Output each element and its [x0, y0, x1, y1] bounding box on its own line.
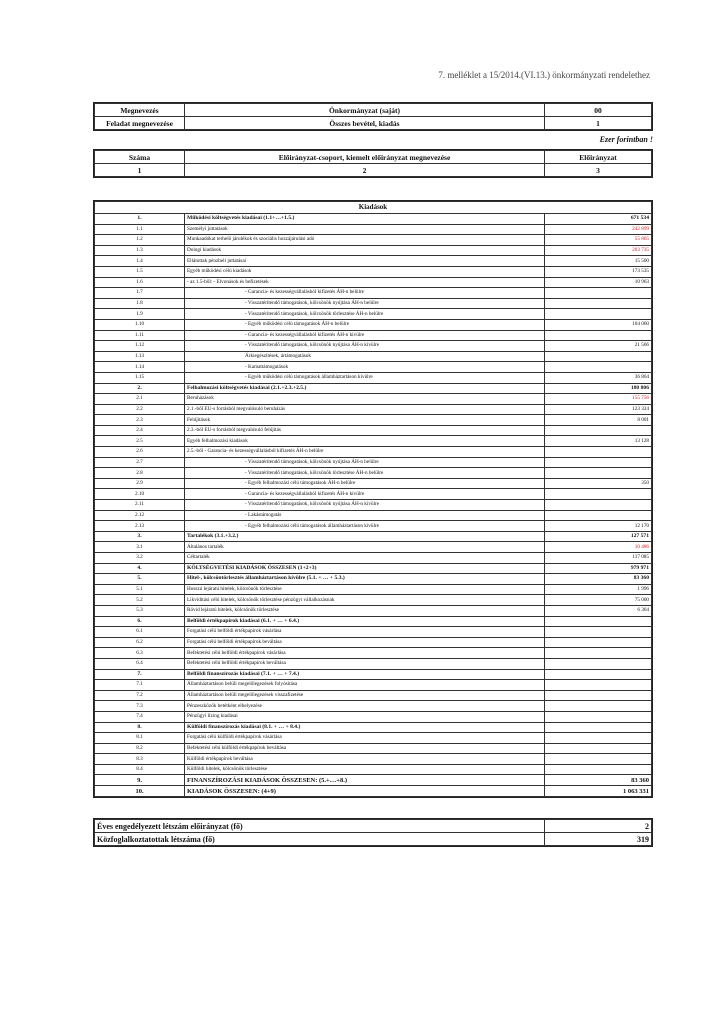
row-amount — [545, 616, 652, 627]
row-name: - az 1.5-ből: - Elvonások és befizetések — [185, 277, 545, 288]
table-row — [95, 447, 652, 458]
row-number: 6.3 — [95, 648, 185, 659]
row-name: Felhalmozási költségvetés kiadásai (2.1.+2.3.+2.5.) — [185, 383, 545, 394]
row-amount — [545, 330, 652, 341]
public-workers-row — [95, 833, 652, 846]
row-number: 1.6 — [95, 277, 185, 288]
row-amount — [545, 288, 652, 299]
row-name: Likviditási célú hitelek, kölcsönök törlesztése pénzügyi vállalkozásnak — [185, 595, 545, 606]
unit-label: Ezer forintban ! — [599, 135, 653, 144]
row-amount: 12 170 — [545, 521, 652, 532]
row-amount: 117 085 — [545, 553, 652, 564]
table-row — [95, 553, 652, 564]
row-amount: 350 — [545, 478, 652, 489]
table-row — [95, 648, 652, 659]
info-code: 1 — [545, 117, 652, 130]
table-row — [95, 372, 652, 383]
row-number: 7.3 — [95, 701, 185, 712]
table-row — [95, 658, 652, 669]
table-row — [95, 362, 652, 373]
row-amount — [545, 680, 652, 691]
row-amount — [545, 754, 652, 765]
headcount-table — [93, 818, 653, 847]
row-name: Dologi kiadások — [185, 245, 545, 256]
row-number: 2.5 — [95, 436, 185, 447]
row-amount — [545, 658, 652, 669]
row-number: 1.2 — [95, 235, 185, 246]
row-number: 1.14 — [95, 362, 185, 373]
info-row-megnevezes — [95, 104, 652, 117]
table-row — [95, 415, 652, 426]
row-number: 1.8 — [95, 298, 185, 309]
row-name: Belföldi értékpapírok kiadásai (6.1. + … + 6.4.) — [185, 616, 545, 627]
row-amount — [545, 627, 652, 638]
row-amount: 104 060 — [545, 319, 652, 330]
col-index-1: 1 — [95, 164, 185, 177]
row-number: 1.9 — [95, 309, 185, 320]
row-name: - Garancia- és kezességvállalásból kifizetés ÁH-n belülre — [185, 288, 545, 299]
table-row — [95, 245, 652, 256]
table-row — [95, 711, 652, 722]
row-number: 8.3 — [95, 754, 185, 765]
row-name: Belföldi finanszírozás kiadásai (7.1. + … + 7.4.) — [185, 669, 545, 680]
row-amount: 13 128 — [545, 436, 652, 447]
row-amount: 155 756 — [545, 394, 652, 405]
table-row — [95, 680, 652, 691]
row-name: Beruházások — [185, 394, 545, 405]
table-row — [95, 309, 652, 320]
row-name: Ellátottak pénzbeli juttatásai — [185, 256, 545, 267]
row-amount — [545, 362, 652, 373]
table-row — [95, 319, 652, 330]
table-row — [95, 764, 652, 775]
row-name: - Visszatérítendő támogatások, kölcsönök törlesztése ÁH-n belülre — [185, 468, 545, 479]
table-row — [95, 436, 652, 447]
table-row — [95, 478, 652, 489]
table-row — [95, 298, 652, 309]
row-number: 2.12 — [95, 510, 185, 521]
row-amount: 979 971 — [545, 563, 652, 574]
row-number: 2.11 — [95, 500, 185, 511]
row-amount — [545, 743, 652, 754]
row-name: - Visszatérítendő támogatások, kölcsönök nyújtása ÁH-n belülre — [185, 298, 545, 309]
row-amount — [545, 351, 652, 362]
row-number: 3. — [95, 531, 185, 542]
table-row — [95, 277, 652, 288]
headcount-value: 2 — [545, 820, 652, 833]
table-row — [95, 775, 652, 786]
info-value: Összes bevétel, kiadás — [185, 117, 545, 130]
table-row — [95, 743, 652, 754]
row-number: 1.3 — [95, 245, 185, 256]
info-label: Megnevezés — [95, 104, 185, 117]
table-row — [95, 605, 652, 616]
row-name: - Visszatérítendő támogatások, kölcsönök törlesztése ÁH-n belülre — [185, 309, 545, 320]
table-row — [95, 330, 652, 341]
row-name: Hitel-, kölcsöntörlesztés államháztartáson kívülre (5.1. + … + 5.3.) — [185, 574, 545, 585]
row-name: Forgatási célú külföldi értékpapírok vásárlása — [185, 733, 545, 744]
col-header-name: Előirányzat-csoport, kiemelt előirányzat megnevezése — [185, 151, 545, 164]
row-name: Működési költségvetés kiadásai (1.1+…+1.5.) — [185, 214, 545, 225]
row-name: Befektetési célú külföldi értékpapírok beváltása — [185, 743, 545, 754]
table-row — [95, 786, 652, 797]
column-header-table — [93, 149, 653, 178]
row-number: 2.10 — [95, 489, 185, 500]
row-name: - Visszatérítendő támogatások, kölcsönök nyújtása ÁH-n kívülre — [185, 500, 545, 511]
row-number: 8.4 — [95, 764, 185, 775]
row-name: - Visszatérítendő támogatások, kölcsönök nyújtása ÁH-n kívülre — [185, 341, 545, 352]
row-name: Forgatási célú belföldi értékpapírok beváltása — [185, 637, 545, 648]
row-amount — [545, 701, 652, 712]
row-number: 6.4 — [95, 658, 185, 669]
row-number: 1. — [95, 214, 185, 225]
table-row — [95, 256, 652, 267]
info-code: 00 — [545, 104, 652, 117]
row-number: 2.2 — [95, 404, 185, 415]
row-amount: 127 571 — [545, 531, 652, 542]
col-index-3: 3 — [545, 164, 652, 177]
table-row — [95, 468, 652, 479]
row-amount — [545, 309, 652, 320]
row-name: Befektetési célú belföldi értékpapírok vásárlása — [185, 648, 545, 659]
row-name: Államháztartáson belüli megelőlegezések folyósítása — [185, 680, 545, 691]
row-number: 7.1 — [95, 680, 185, 691]
row-name: 2.1.-ből EU-s forrásból megvalósuló beruházás — [185, 404, 545, 415]
row-name: Általános tartalék — [185, 542, 545, 553]
row-name: 2.3.-ból EU-s forrásból megvalósuló felújítás — [185, 425, 545, 436]
table-row — [95, 510, 652, 521]
row-number: 5.2 — [95, 595, 185, 606]
row-name: 2.5.-ből - Garancia- és kezességvállalásból kifizetés ÁH-n belülre — [185, 447, 545, 458]
row-amount: 8 001 — [545, 415, 652, 426]
row-number: 6.2 — [95, 637, 185, 648]
row-amount: 21 566 — [545, 341, 652, 352]
row-number: 8.1 — [95, 733, 185, 744]
row-number: 2.3 — [95, 415, 185, 426]
table-row — [95, 627, 652, 638]
row-amount — [545, 425, 652, 436]
row-number: 2.9 — [95, 478, 185, 489]
row-amount: 671 534 — [545, 214, 652, 225]
table-row — [95, 500, 652, 511]
row-name: Céltartalék — [185, 553, 545, 564]
row-amount — [545, 447, 652, 458]
row-amount — [545, 468, 652, 479]
row-name: Államháztartáson belüli megelőlegezések visszafizetése — [185, 690, 545, 701]
row-name: KÖLTSÉGVETÉSI KIADÁSOK ÖSSZESEN (1+2+3) — [185, 563, 545, 574]
row-number: 10. — [95, 786, 185, 797]
row-name: - Egyéb felhalmozási célú támogatások ÁH-n belülre — [185, 478, 545, 489]
row-amount: 15 500 — [545, 256, 652, 267]
table-row — [95, 288, 652, 299]
table-row — [95, 563, 652, 574]
row-number: 6. — [95, 616, 185, 627]
col-index-2: 2 — [185, 164, 545, 177]
row-name: Külföldi hitelek, kölcsönök törlesztése — [185, 764, 545, 775]
table-row — [95, 733, 652, 744]
row-number: 5.3 — [95, 605, 185, 616]
row-amount — [545, 489, 652, 500]
row-number: 7.4 — [95, 711, 185, 722]
row-number: 7. — [95, 669, 185, 680]
row-name: KIADÁSOK ÖSSZESEN: (4+9) — [185, 786, 545, 797]
table-row — [95, 351, 652, 362]
row-amount — [545, 510, 652, 521]
row-name: Külföldi finanszírozás kiadásai (8.1. + … + 8.4.) — [185, 722, 545, 733]
row-name: Pénzügyi lízing kiadásai — [185, 711, 545, 722]
row-amount — [545, 690, 652, 701]
row-amount — [545, 669, 652, 680]
col-header-amount: Előirányzat — [545, 151, 652, 164]
row-name: - Lakástámogatás — [185, 510, 545, 521]
row-name: Hosszú lejáratú hitelek, kölcsönök törlesztése — [185, 584, 545, 595]
table-row — [95, 425, 652, 436]
info-value: Önkormányzat (saját) — [185, 104, 545, 117]
row-amount: 123 324 — [545, 404, 652, 415]
table-row — [95, 701, 652, 712]
table-row — [95, 542, 652, 553]
row-number: 2.8 — [95, 468, 185, 479]
table-row — [95, 404, 652, 415]
table-row — [95, 394, 652, 405]
row-amount: 75 000 — [545, 595, 652, 606]
row-name: Személyi juttatások — [185, 224, 545, 235]
row-name: - Visszatérítendő támogatások, kölcsönök nyújtása ÁH-n belülre — [185, 457, 545, 468]
row-amount: 1 063 331 — [545, 786, 652, 797]
row-number: 1.7 — [95, 288, 185, 299]
row-number: 1.4 — [95, 256, 185, 267]
row-name: Árkiegészítések, ártámogatások — [185, 351, 545, 362]
row-number: 1.15 — [95, 372, 185, 383]
row-number: 8. — [95, 722, 185, 733]
row-amount: 6 364 — [545, 605, 652, 616]
row-name: Egyéb felhalmozási kiadások — [185, 436, 545, 447]
row-number: 2.7 — [95, 457, 185, 468]
row-number: 8.2 — [95, 743, 185, 754]
row-number: 1.10 — [95, 319, 185, 330]
table-row — [95, 214, 652, 225]
row-amount — [545, 733, 652, 744]
table-row — [95, 722, 652, 733]
row-amount: 36 864 — [545, 372, 652, 383]
row-amount — [545, 764, 652, 775]
row-amount: 203 735 — [545, 245, 652, 256]
table-row — [95, 383, 652, 394]
table-row — [95, 224, 652, 235]
table-row — [95, 521, 652, 532]
row-amount: 55 865 — [545, 235, 652, 246]
row-number: 2. — [95, 383, 185, 394]
table-row — [95, 669, 652, 680]
row-number: 2.4 — [95, 425, 185, 436]
row-name: Felújítások — [185, 415, 545, 426]
table-row — [95, 235, 652, 246]
row-name: Munkaadókat terhelő járulékok és szociális hozzájárulási adó — [185, 235, 545, 246]
row-number: 1.5 — [95, 266, 185, 277]
table-row — [95, 531, 652, 542]
table-row — [95, 457, 652, 468]
row-name: Külföldi értékpapírok beváltása — [185, 754, 545, 765]
row-number: 9. — [95, 775, 185, 786]
row-name: - Egyéb működési célú támogatások ÁH-n belülre — [185, 319, 545, 330]
expenditure-table — [93, 200, 653, 798]
table-row — [95, 489, 652, 500]
row-amount: 10 486 — [545, 542, 652, 553]
table-row — [95, 341, 652, 352]
row-number: 1.11 — [95, 330, 185, 341]
table-row — [95, 754, 652, 765]
row-name: Tartalékok (3.1.+3.2.) — [185, 531, 545, 542]
row-number: 2.13 — [95, 521, 185, 532]
public-workers-value: 319 — [545, 833, 652, 846]
table-row — [95, 637, 652, 648]
row-number: 5. — [95, 574, 185, 585]
row-number: 1.1 — [95, 224, 185, 235]
row-name: - Garancia- és kezességvállalásból kifizetés ÁH-n kívülre — [185, 330, 545, 341]
row-name: - Egyéb működési célú támogatások államháztartáson kívülre — [185, 372, 545, 383]
row-name: Egyéb működési célú kiadások — [185, 266, 545, 277]
row-name: Forgatási célú belföldi értékpapírok vásárlása — [185, 627, 545, 638]
row-number: 7.2 — [95, 690, 185, 701]
info-table — [93, 102, 653, 131]
row-amount — [545, 711, 652, 722]
row-number: 5.1 — [95, 584, 185, 595]
row-number: 2.1 — [95, 394, 185, 405]
headcount-label: Éves engedélyezett létszám előirányzat (fő) — [95, 820, 545, 833]
info-row-feladat — [95, 117, 652, 130]
row-number: 4. — [95, 563, 185, 574]
table-row — [95, 266, 652, 277]
table-row — [95, 690, 652, 701]
row-amount: 83 360 — [545, 574, 652, 585]
row-number: 6.1 — [95, 627, 185, 638]
row-amount: 180 806 — [545, 383, 652, 394]
row-name: - Kamattámogatások — [185, 362, 545, 373]
row-name: Pénzeszközök betétként elhelyezése — [185, 701, 545, 712]
table-row — [95, 584, 652, 595]
row-amount — [545, 457, 652, 468]
row-number: 1.13 — [95, 351, 185, 362]
row-amount: 1 996 — [545, 584, 652, 595]
row-number: 3.2 — [95, 553, 185, 564]
document-header-note: 7. melléklet a 15/2014.(VI.13.) önkormányzati rendelethez — [438, 70, 650, 80]
row-amount — [545, 648, 652, 659]
row-name: FINANSZÍROZÁSI KIADÁSOK ÖSSZESEN: (5.+…+8.) — [185, 775, 545, 786]
table-row — [95, 616, 652, 627]
row-number: 1.12 — [95, 341, 185, 352]
row-name: - Egyéb felhalmozási célú támogatások államháztartáson kívülre — [185, 521, 545, 532]
row-name: Befektetési célú belföldi értékpapírok beváltása — [185, 658, 545, 669]
row-name: Rövid lejáratú hitelek, kölcsönök törlesztése — [185, 605, 545, 616]
row-amount — [545, 722, 652, 733]
table-row — [95, 595, 652, 606]
section-title: Kiadások — [95, 202, 652, 214]
row-amount: 83 360 — [545, 775, 652, 786]
headcount-row — [95, 820, 652, 833]
row-amount — [545, 637, 652, 648]
public-workers-label: Közfoglalkoztatottak létszáma (fő) — [95, 833, 545, 846]
row-number: 3.1 — [95, 542, 185, 553]
table-row — [95, 574, 652, 585]
col-header-number: Száma — [95, 151, 185, 164]
row-amount: 10 963 — [545, 277, 652, 288]
row-amount: 242 899 — [545, 224, 652, 235]
row-number: 2.6 — [95, 447, 185, 458]
row-amount — [545, 500, 652, 511]
row-amount: 173 535 — [545, 266, 652, 277]
info-label: Feladat megnevezése — [95, 117, 185, 130]
row-amount — [545, 298, 652, 309]
row-name: - Garancia- és kezességvállalásból kifizetés ÁH-n kívülre — [185, 489, 545, 500]
